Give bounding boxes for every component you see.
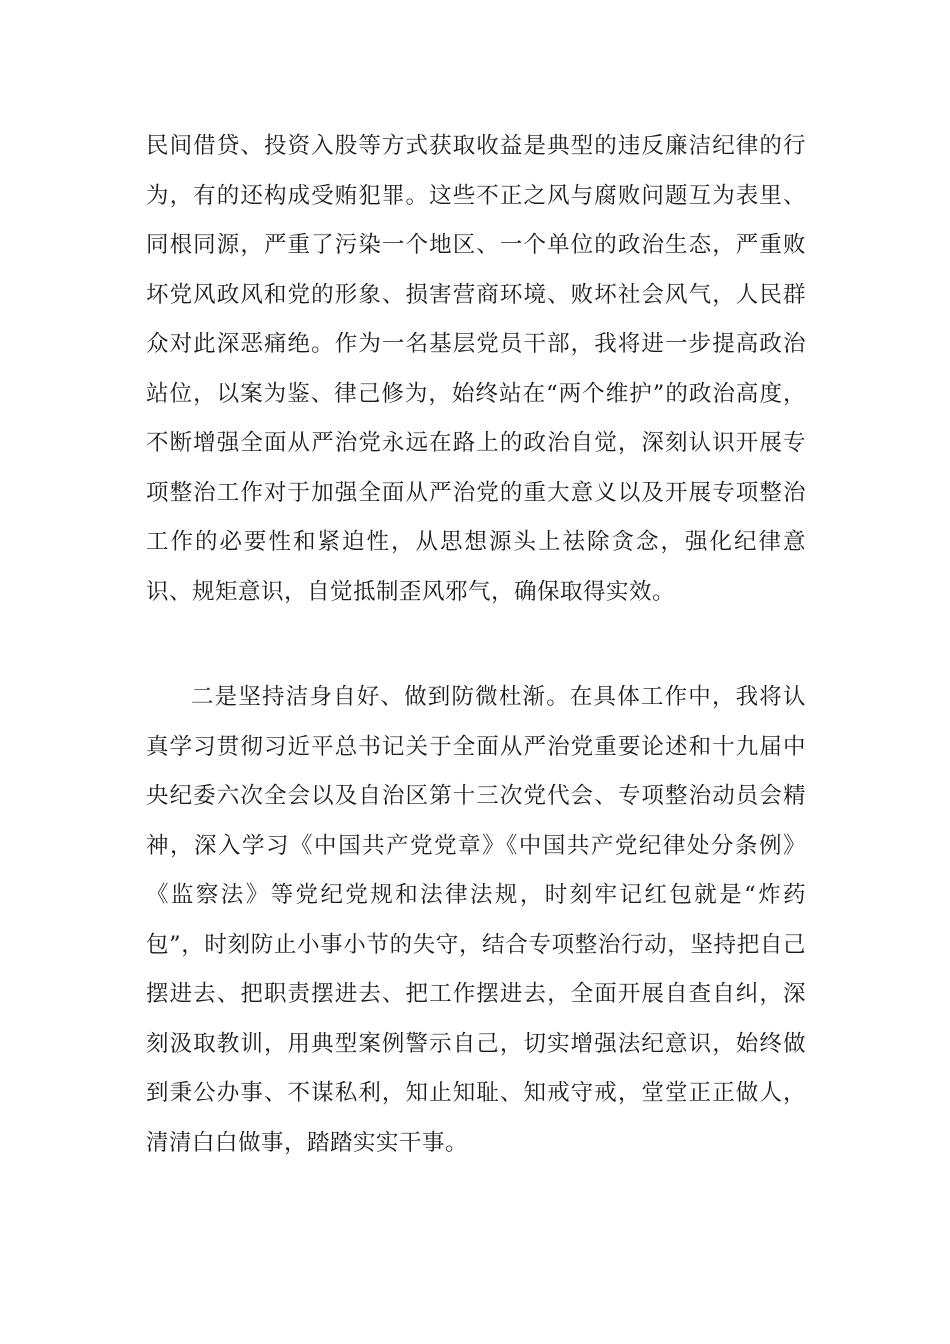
- paragraph-text: 二是坚持洁身自好、做到防微杜渐。在具体工作中，我将认真学习贯彻习近平总书记关于全面从严治党重要论述和十九届中央纪委六次全会以及自治区第十三次党代会、专项整治动员会精神，深入学习《中国共产党党章》《中国共产党纪律处分条例》《监察法》等党纪党规和法律法规，时刻牢记红包就是“炸药包”，时刻防止小事小节的失守，结合专项整治行动，坚持把自己摆进去、把职责摆进去、把工作摆进去，全面开展自查自纠，深刻汲取教训，用典型案例警示自己，切实增强法纪意识，始终做到秉公办事、不谋私利，知止知耻、知戒守戒，堂堂正正做人，清清白白做事，踏踏实实干事。: [146, 684, 806, 1156]
- paragraph-text: 民间借贷、投资入股等方式获取收益是典型的违反廉洁纪律的行为，有的还构成受贿犯罪。这些不正之风与腐败问题互为表里、同根同源，严重了污染一个地区、一个单位的政治生态，严重败坏党风政风和党的形象、损害营商环境、败坏社会风气，人民群众对此深恶痛绝。作为一名基层党员干部，我将进一步提高政治站位，以案为鉴、律己修为，始终站在“两个维护”的政治高度，不断增强全面从严治党永远在路上的政治自觉，深刻认识开展专项整治工作对于加强全面从严治党的重大意义以及开展专项整治工作的必要性和紧迫性，从思想源头上祛除贪念，强化纪律意识、规矩意识，自觉抵制歪风邪气，确保取得实效。: [146, 133, 806, 605]
- paragraph-continuation: [146, 122, 806, 617]
- paragraph-second-point: [146, 673, 806, 1168]
